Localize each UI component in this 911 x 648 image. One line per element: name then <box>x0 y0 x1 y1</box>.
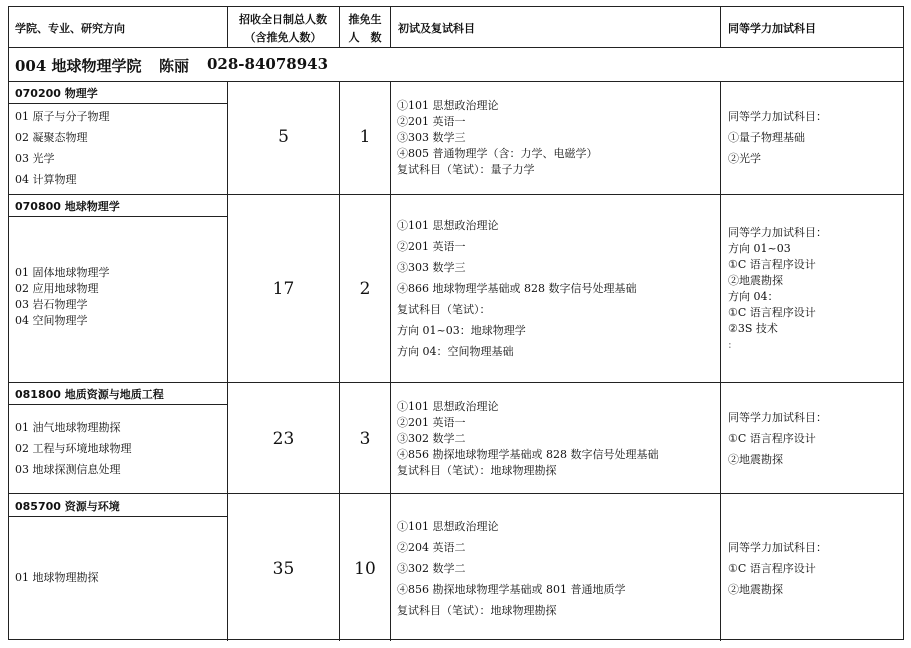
col-divider <box>720 7 721 47</box>
header-col2-line2: （含推免人数） <box>244 31 322 44</box>
subject-line: ②201 英语一 <box>397 416 466 429</box>
extra-line: 方向 01~03 <box>728 242 791 255</box>
subject-line: ①101 思想政治理论 <box>397 99 499 112</box>
subject-line: ④856 勘探地球物理学基础或 828 数字信号处理基础 <box>397 448 659 461</box>
header-col4: 初试及复试科目 <box>398 22 475 35</box>
col-divider <box>227 7 228 47</box>
major-title: 070800 地球物理学 <box>15 200 120 213</box>
extra-line: 方向 04： <box>728 290 779 303</box>
total-count: 17 <box>272 279 295 299</box>
extra-line: 同等学力加试科目： <box>728 411 827 424</box>
title-divider <box>9 516 227 517</box>
total-count: 23 <box>272 429 295 449</box>
header-col2-line1: 招收全日制总人数 <box>239 13 327 26</box>
header-col1: 学院、专业、研究方向 <box>15 22 125 35</box>
subject-line: ④805 普通物理学（含：力学、电磁学） <box>397 147 598 160</box>
subject-line: 复试科目（笔试）：地球物理勘探 <box>397 464 557 477</box>
extra-line: ①C 语言程序设计 <box>728 306 816 319</box>
exempt-count: 3 <box>359 429 371 449</box>
total-count: 35 <box>272 559 295 579</box>
title-divider <box>9 216 227 217</box>
school-contact: 陈丽 <box>159 57 190 75</box>
major-title: 081800 地质资源与地质工程 <box>15 388 164 401</box>
school-name: 004 地球物理学院 <box>15 57 142 75</box>
subject-line: ①101 思想政治理论 <box>397 520 499 533</box>
extra-line: ①C 语言程序设计 <box>728 258 816 271</box>
subject-line: ②201 英语一 <box>397 240 466 253</box>
subject-line: ②204 英语二 <box>397 541 466 554</box>
extra-line: 同等学力加试科目： <box>728 226 827 239</box>
col-divider <box>227 81 228 641</box>
subject-line: 复试科目（笔试）：地球物理勘探 <box>397 604 557 617</box>
subject-line: ③302 数学二 <box>397 562 466 575</box>
row-divider <box>9 382 903 383</box>
major-title: 085700 资源与环境 <box>15 500 120 513</box>
exempt-count: 2 <box>359 279 371 299</box>
subject-line: ①101 思想政治理论 <box>397 400 499 413</box>
header-col5: 同等学力加试科目 <box>728 22 816 35</box>
title-divider <box>9 404 227 405</box>
total-count: 5 <box>278 127 289 147</box>
col-divider <box>339 81 340 641</box>
header-col3-line2: 人 数 <box>348 31 382 44</box>
row-divider <box>9 194 903 195</box>
subject-line: 方向 01~03：地球物理学 <box>397 324 526 337</box>
subject-line: 复试科目（笔试）： <box>397 303 491 316</box>
direction: 01 油气地球物理勘探 <box>15 421 121 434</box>
direction: 04 空间物理学 <box>15 314 88 327</box>
direction: 04 计算物理 <box>15 173 77 186</box>
extra-line: ②地震勘探 <box>728 583 783 596</box>
subject-line: ①101 思想政治理论 <box>397 219 499 232</box>
subject-line: ③303 数学三 <box>397 261 466 274</box>
school-phone: 028-84078943 <box>207 55 329 73</box>
subject-line: ④856 勘探地球物理学基础或 801 普通地质学 <box>397 583 626 596</box>
subject-line: ③303 数学三 <box>397 131 466 144</box>
extra-line: ②地震勘探 <box>728 274 783 287</box>
extra-line: 同等学力加试科目： <box>728 541 827 554</box>
direction: 01 原子与分子物理 <box>15 110 110 123</box>
direction: 02 应用地球物理 <box>15 282 99 295</box>
title-divider <box>9 103 227 104</box>
extra-line: ②地震勘探 <box>728 453 783 466</box>
exempt-count: 10 <box>354 559 376 579</box>
row-divider <box>9 47 903 48</box>
subject-line: 复试科目（笔试）：量子力学 <box>397 163 535 176</box>
major-title: 070200 物理学 <box>15 87 98 100</box>
direction: 02 凝聚态物理 <box>15 131 88 144</box>
subject-line: ②201 英语一 <box>397 115 466 128</box>
exempt-count: 1 <box>359 127 371 147</box>
extra-line: ①C 语言程序设计 <box>728 432 816 445</box>
col-divider <box>390 7 391 47</box>
extra-line: 同等学力加试科目： <box>728 110 827 123</box>
direction: 03 岩石物理学 <box>15 298 88 311</box>
extra-line: ②光学 <box>728 152 761 165</box>
row-divider <box>9 493 903 494</box>
subject-line: 方向 04：空间物理基础 <box>397 345 514 358</box>
direction: 01 地球物理勘探 <box>15 571 99 584</box>
row-divider <box>9 81 903 82</box>
extra-line: ②3S 技术 <box>728 322 778 335</box>
direction: 03 光学 <box>15 152 55 165</box>
extra-line: ①C 语言程序设计 <box>728 562 816 575</box>
subject-line: ③302 数学二 <box>397 432 466 445</box>
direction: 01 固体地球物理学 <box>15 266 110 279</box>
subject-line: ④866 地球物理学基础或 828 数字信号处理基础 <box>397 282 637 295</box>
header-col3-line1: 推免生 <box>348 13 382 26</box>
col-divider <box>720 81 721 641</box>
extra-line: : <box>728 338 732 351</box>
direction: 03 地球探测信息处理 <box>15 463 121 476</box>
admissions-table <box>8 6 904 640</box>
col-divider <box>390 81 391 641</box>
direction: 02 工程与环境地球物理 <box>15 442 132 455</box>
extra-line: ①量子物理基础 <box>728 131 805 144</box>
